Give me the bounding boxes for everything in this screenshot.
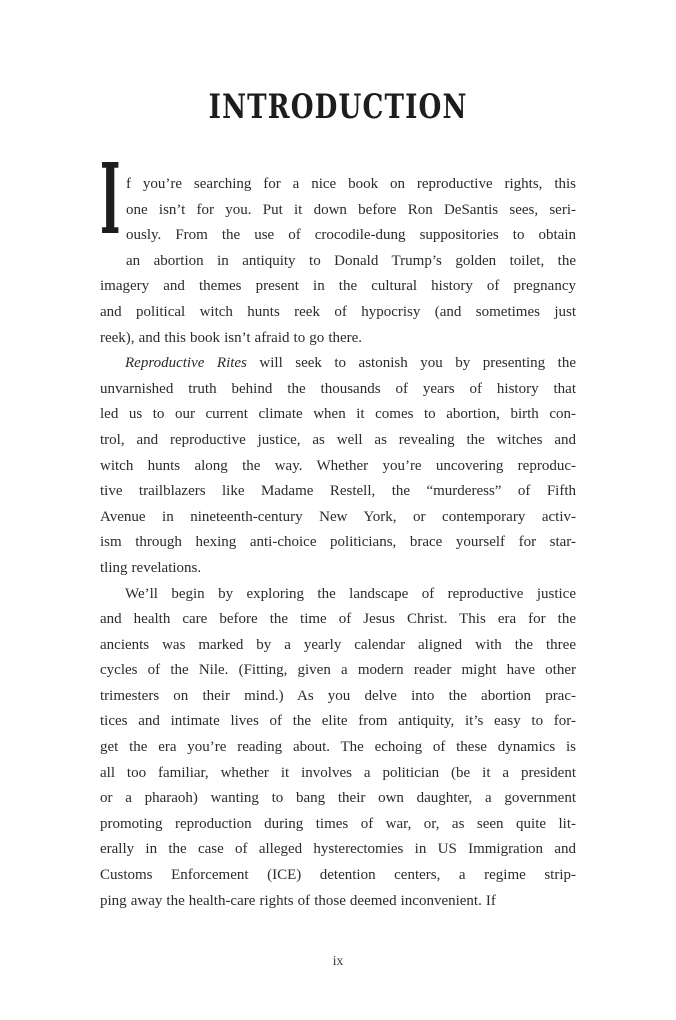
text-line (100, 530, 576, 556)
text-line (100, 761, 576, 787)
text-line (100, 505, 576, 531)
text-segment: ously. From the use of crocodile-dung suppositories to obtain (126, 227, 576, 244)
text-segment: We’ll begin by exploring the landscape of reproductive justice (125, 585, 576, 602)
text-line (100, 889, 576, 915)
text-segment: Avenue in nineteenth-century New York, or contemporary activ- (100, 508, 576, 525)
text-line (100, 684, 576, 710)
paragraph (100, 351, 576, 581)
text-line (100, 786, 576, 812)
text-segment: one isn’t for you. Put it down before Ron DeSantis sees, seri- (126, 201, 576, 218)
text-line (100, 198, 576, 224)
text-segment: witch hunts along the way. Whether you’re uncovering reproduc- (100, 457, 576, 474)
chapter-title-text: INTRODUCTION (208, 87, 468, 127)
text-line (100, 633, 576, 659)
text-segment: imagery and themes present in the cultural history of pregnancy (100, 278, 576, 295)
text-segment: promoting reproduction during times of war, or, as seen quite lit- (100, 815, 576, 832)
text-line (100, 172, 576, 198)
text-segment: f you’re searching for a nice book on reproductive rights, this (126, 176, 576, 192)
text-segment: tling revelations. (100, 559, 202, 576)
text-line (100, 479, 576, 505)
text-line (100, 454, 576, 480)
text-segment: ping away the health-care rights of those deemed inconvenient. If (100, 892, 496, 909)
text-line (100, 377, 576, 403)
text-segment: ancients was marked by a yearly calendar aligned with the three (100, 636, 576, 653)
text-segment: Customs Enforcement (ICE) detention centers, a regime strip- (100, 867, 576, 884)
page-number: ix (332, 953, 344, 968)
text-segment: and political witch hunts reek of hypocrisy (and sometimes just (100, 303, 576, 320)
text-segment: and health care before the time of Jesus Christ. This era for the (100, 611, 576, 628)
text-line (100, 274, 576, 300)
text-line (100, 223, 576, 249)
text-line (100, 249, 576, 275)
text-segment: trol, and reproductive justice, as well as revealing the witches and (100, 431, 576, 448)
drop-cap: I (100, 142, 121, 256)
text-segment: get the era you’re reading about. The echoing of these dynamics is (100, 739, 576, 756)
text-segment: an abortion in antiquity to Donald Trump’s golden toilet, the (126, 252, 576, 269)
text-segment: unvarnished truth behind the thousands of years of history that (100, 380, 576, 397)
text-segment: or a pharaoh) wanting to bang their own daughter, a government (100, 790, 576, 807)
text-line (100, 812, 576, 838)
chapter-title (0, 89, 676, 125)
text-segment: erally in the case of alleged hysterectomies in US Immigration and (100, 841, 576, 858)
text-line (100, 351, 576, 377)
text-segment: tices and intimate lives of the elite from antiquity, it’s easy to for- (100, 713, 576, 730)
paragraph (100, 142, 576, 351)
text-segment: all too familiar, whether it involves a politician (be it a president (100, 764, 576, 781)
text-segment: cycles of the Nile. (Fitting, given a modern reader might have other (100, 662, 576, 679)
text-segment: reek), and this book isn’t afraid to go there. (100, 329, 363, 346)
text-segment: ism through hexing anti-choice politicians, brace yourself for star- (100, 534, 576, 551)
text-line (100, 402, 576, 428)
body-text (100, 142, 577, 914)
text-line (100, 837, 576, 863)
italic-text: Reproductive Rites (125, 355, 247, 372)
text-line (100, 582, 576, 608)
text-segment: led us to our current climate when it comes to abortion, birth con- (100, 406, 576, 423)
text-line (100, 863, 576, 889)
text-line (100, 300, 576, 326)
text-line (100, 607, 576, 633)
text-line (100, 735, 576, 761)
text-line (100, 709, 576, 735)
text-segment: trimesters on their mind.) As you delve into the abortion prac- (100, 687, 576, 704)
text-line (100, 428, 576, 454)
text-segment: will seek to astonish you by presenting the (246, 355, 577, 372)
text-segment: tive trailblazers like Madame Restell, the “murderess” of Fifth (100, 483, 576, 500)
text-line (100, 556, 576, 582)
text-line (100, 658, 576, 684)
paragraph (100, 582, 576, 915)
text-line (100, 326, 576, 352)
